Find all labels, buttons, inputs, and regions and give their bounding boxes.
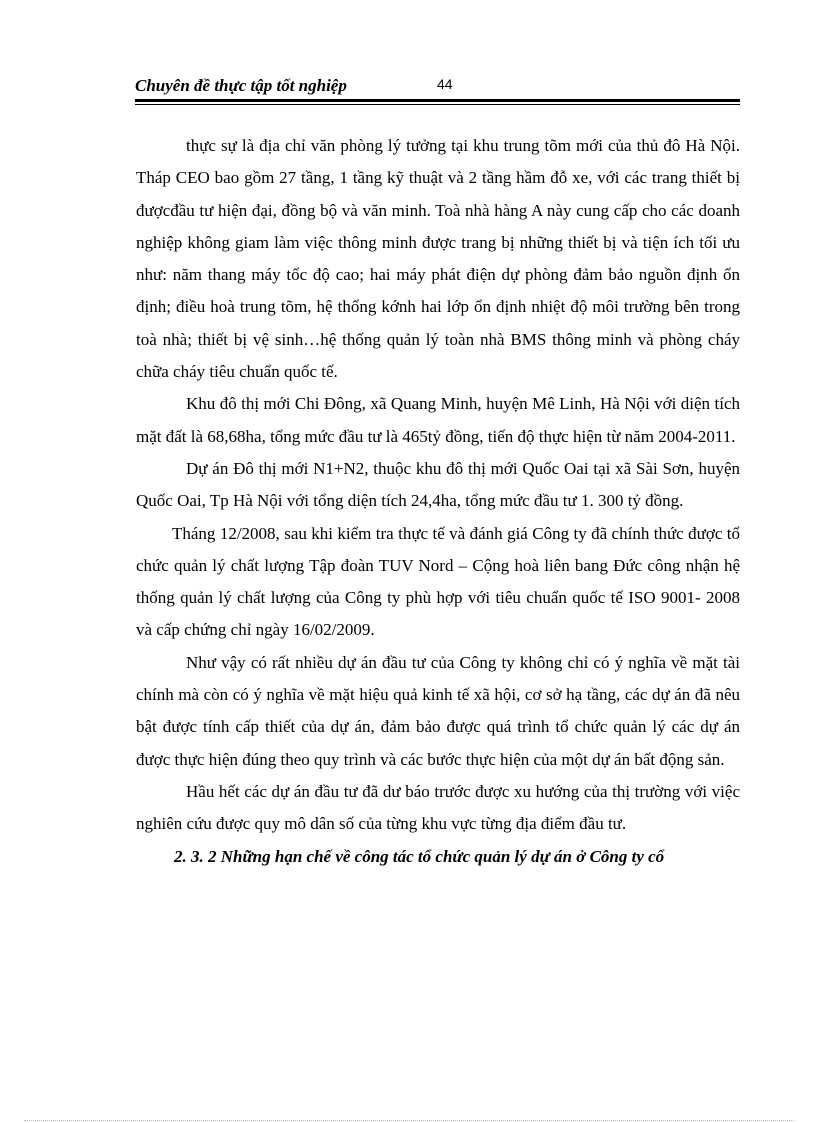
paragraph-quoc-oai: Dự án Đô thị mới N1+N2, thuộc khu đô thị mới Quốc Oai tại xã Sài Sơn, huyện Quốc Oai, Tp Hà Nội với tổng diện tích 24,4ha, tổng mức đầu tư 1. 300 tỷ đồng. [136,458,740,511]
header-rule-thin [135,104,740,105]
section-heading: 2. 3. 2 Những hạn chế về công tác tổ chức quản lý dự án ở Công ty cổ [174,846,665,866]
paragraph-ceo-tower: thực sự là địa chỉ văn phòng lý tưởng tại khu trung tõm mới của thủ đô Hà Nội. Tháp CEO bao gồm 27 tầng, 1 tầng kỹ thuật và 2 tầng hầm đỗ xe, với các trang thiết bị đượcđầu tư hiện đại, đồng bộ và văn minh. Toà nhà hàng A này cung cấp cho các doanh nghiệp không giam làm việc thông minh được trang bị những thiết bị và tiện ích tối ưu như: năm thang máy tốc độ cao; hai máy phát điện dự phòng đảm bảo nguồn định ổn định; điều hoà trung tõm, hệ thống kớnh hai lớp ổn định nhiệt độ môi trường bên trong toà nhà; thiết bị vệ sinh…hệ thống quản lý toàn nhà BMS thông minh và phòng cháy chữa cháy tiêu chuẩn quốc tế. [136,136,740,382]
header-title: Chuyên đề thực tập tốt nghiệp [135,76,347,95]
document-body [136,130,740,873]
paragraph-chi-dong: Khu đô thị mới Chi Đông, xã Quang Minh, huyện Mê Linh, Hà Nội với diện tích mặt đất là 68,68ha, tổng mức đầu tư là 465tỷ đồng, tiến độ thực hiện từ năm 2004-2011. [136,394,740,446]
paragraph-iso-certification: Tháng 12/2008, sau khi kiểm tra thực tế và đánh giá Công ty đã chính thức được tổ chức quản lý chất lượng Tập đoàn TUV Nord – Cộng hoà liên bang Đức công nhận hệ thống quản lý chất lượng của Công ty phù hợp với tiêu chuẩn quốc tế ISO 9001- 2008 và cấp chứng chỉ ngày 16/02/2009. [136,523,740,640]
page-bottom-border [24,1120,794,1121]
header-rule-thick [135,99,740,102]
paragraph-summary: Như vậy có rất nhiều dự án đầu tư của Công ty không chỉ có ý nghĩa về mặt tài chính mà còn có ý nghĩa về mặt hiệu quả kinh tế xã hội, cơ sở hạ tầng, các dự án đã nêu bật được tính cấp thiết của dự án, đảm bảo được quá trình tổ chức quản lý các dự án được thực hiện đúng theo quy trình và các bước thực hiện của một dự án bất động sản. [136,652,740,769]
paragraph-forecast: Hầu hết các dự án đầu tư đã dư báo trước được xu hướng của thị trường với việc nghiên cứu được quy mô dân số của từng khu vực từng địa điểm đầu tư. [136,781,740,834]
page-header [135,74,740,98]
page-number: 44 [437,76,453,92]
